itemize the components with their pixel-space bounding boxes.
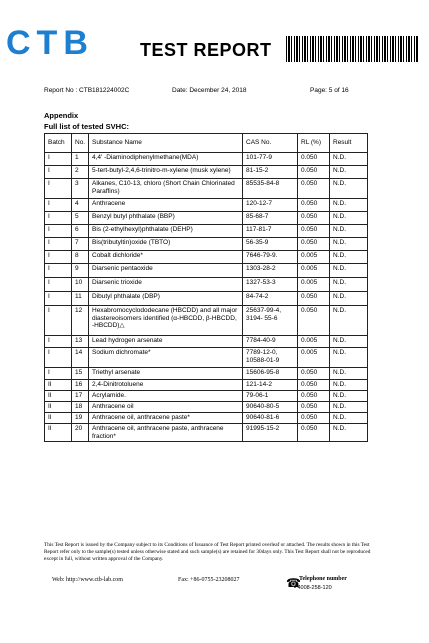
- cell-batch: I: [45, 212, 72, 225]
- cell-batch: I: [45, 348, 72, 368]
- table-row: [45, 238, 368, 251]
- cell-batch: II: [45, 391, 72, 402]
- cell-rl: 0.050: [298, 179, 330, 199]
- cell-cas: 90640-80-5: [243, 402, 298, 413]
- cell-substance: 2,4-Dinitrotoluene: [89, 380, 243, 391]
- cell-cas: 1327-53-3: [243, 278, 298, 292]
- cell-batch: I: [45, 238, 72, 251]
- cell-rl: 0.050: [298, 391, 330, 402]
- header-substance: Substance Name: [89, 134, 243, 153]
- header-result: Result: [330, 134, 368, 153]
- cell-cas: 7646-79-9.: [243, 251, 298, 264]
- table-row: [45, 292, 368, 306]
- table-row: [45, 306, 368, 336]
- cell-rl: 0.050: [298, 380, 330, 391]
- cell-result: N.D.: [330, 212, 368, 225]
- cell-result: N.D.: [330, 264, 368, 278]
- cell-cas: 81-15-2: [243, 166, 298, 179]
- cell-batch: II: [45, 402, 72, 413]
- cell-rl: 0.050: [298, 306, 330, 336]
- cell-result: N.D.: [330, 251, 368, 264]
- table-row: [45, 348, 368, 368]
- cell-result: N.D.: [330, 306, 368, 336]
- cell-no: 13: [72, 336, 89, 348]
- cell-batch: II: [45, 380, 72, 391]
- cell-no: 2: [72, 166, 89, 179]
- cell-cas: 1303-28-2: [243, 264, 298, 278]
- cell-substance: Hexabromocyclododecane (HBCDD) and all major diastereoisomers identified (α-HBCDD, β-HBCDD, -HBCDD)△: [89, 306, 243, 336]
- cell-result: N.D.: [330, 391, 368, 402]
- phone-label: Telephone number: [299, 576, 347, 582]
- cell-cas: 85-68-7: [243, 212, 298, 225]
- cell-cas: 117-81-7: [243, 225, 298, 238]
- fax: Fax: +86-0755-23208027: [178, 577, 240, 583]
- cell-cas: 120-12-7: [243, 199, 298, 212]
- report-date: Date: December 24, 2018: [172, 87, 247, 94]
- cell-batch: I: [45, 179, 72, 199]
- cell-substance: Anthracene oil, anthracene paste, anthracene fraction*: [89, 424, 243, 442]
- cell-result: N.D.: [330, 225, 368, 238]
- cell-cas: 7789-12-0, 10588-01-9: [243, 348, 298, 368]
- table-row: [45, 336, 368, 348]
- cell-substance: Cobalt dichloride*: [89, 251, 243, 264]
- cell-no: 9: [72, 264, 89, 278]
- cell-substance: Anthracene: [89, 199, 243, 212]
- cell-no: 14: [72, 348, 89, 368]
- cell-batch: I: [45, 306, 72, 336]
- cell-result: N.D.: [330, 336, 368, 348]
- cell-rl: 0.050: [298, 413, 330, 424]
- cell-cas: 79-06-1: [243, 391, 298, 402]
- cell-substance: Benzyl butyl phthalate (BBP): [89, 212, 243, 225]
- cell-rl: 0.050: [298, 402, 330, 413]
- cell-substance: Triethyl arsenate: [89, 368, 243, 380]
- cell-rl: 0.050: [298, 212, 330, 225]
- table-row: [45, 166, 368, 179]
- cell-result: N.D.: [330, 179, 368, 199]
- cell-rl: 0.050: [298, 166, 330, 179]
- cell-cas: 25637-99-4, 3194- 55-6: [243, 306, 298, 336]
- cell-cas: 7784-40-9: [243, 336, 298, 348]
- cell-batch: I: [45, 368, 72, 380]
- table-row: [45, 380, 368, 391]
- cell-no: 6: [72, 225, 89, 238]
- cell-cas: 121-14-2: [243, 380, 298, 391]
- table-row: [45, 251, 368, 264]
- barcode: [286, 36, 418, 62]
- cell-result: N.D.: [330, 380, 368, 391]
- cell-batch: I: [45, 336, 72, 348]
- cell-rl: 0.050: [298, 424, 330, 442]
- list-title: Full list of tested SVHC:: [44, 122, 130, 131]
- cell-result: N.D.: [330, 153, 368, 166]
- cell-cas: 15606-95-8: [243, 368, 298, 380]
- cell-no: 20: [72, 424, 89, 442]
- cell-no: 7: [72, 238, 89, 251]
- cell-no: 16: [72, 380, 89, 391]
- cell-rl: 0.050: [298, 238, 330, 251]
- cell-result: N.D.: [330, 368, 368, 380]
- cell-rl: 0.005: [298, 264, 330, 278]
- cell-no: 17: [72, 391, 89, 402]
- cell-cas: 91995-15-2: [243, 424, 298, 442]
- cell-substance: Acrylamide.: [89, 391, 243, 402]
- cell-substance: Diarsenic pentaoxide: [89, 264, 243, 278]
- cell-result: N.D.: [330, 424, 368, 442]
- cell-result: N.D.: [330, 413, 368, 424]
- header-no: No.: [72, 134, 89, 153]
- table-row: [45, 278, 368, 292]
- cell-no: 18: [72, 402, 89, 413]
- table-row: [45, 264, 368, 278]
- header-rl: RL (%): [298, 134, 330, 153]
- cell-result: N.D.: [330, 199, 368, 212]
- cell-rl: 0.050: [298, 199, 330, 212]
- cell-no: 3: [72, 179, 89, 199]
- cell-rl: 0.005: [298, 336, 330, 348]
- company-logo: CTB: [6, 24, 94, 62]
- cell-rl: 0.050: [298, 225, 330, 238]
- cell-no: 8: [72, 251, 89, 264]
- cell-substance: Anthracene oil: [89, 402, 243, 413]
- svhc-table: [44, 133, 368, 442]
- website: Web: http://www.ctb-lab.com: [52, 577, 123, 583]
- table-row: [45, 179, 368, 199]
- page-number: Page: 5 of 16: [310, 87, 349, 94]
- cell-batch: I: [45, 199, 72, 212]
- cell-substance: Dibutyl phthalate (DBP): [89, 292, 243, 306]
- report-number: Report No : CTB181224002C: [44, 87, 130, 94]
- cell-cas: 84-74-2: [243, 292, 298, 306]
- cell-rl: 0.050: [298, 153, 330, 166]
- cell-no: 10: [72, 278, 89, 292]
- cell-no: 15: [72, 368, 89, 380]
- table-row: [45, 212, 368, 225]
- cell-batch: I: [45, 166, 72, 179]
- cell-result: N.D.: [330, 402, 368, 413]
- cell-result: N.D.: [330, 238, 368, 251]
- cell-batch: I: [45, 278, 72, 292]
- cell-batch: I: [45, 264, 72, 278]
- table-row: [45, 368, 368, 380]
- table-row: [45, 153, 368, 166]
- cell-cas: 56-35-9: [243, 238, 298, 251]
- table-row: [45, 199, 368, 212]
- cell-no: 19: [72, 413, 89, 424]
- cell-no: 11: [72, 292, 89, 306]
- report-title: TEST REPORT: [140, 40, 272, 60]
- cell-result: N.D.: [330, 166, 368, 179]
- cell-rl: 0.005: [298, 251, 330, 264]
- cell-no: 5: [72, 212, 89, 225]
- cell-no: 4: [72, 199, 89, 212]
- cell-substance: 5-tert-butyl-2,4,6-trinitro-m-xylene (musk xylene): [89, 166, 243, 179]
- cell-cas: 90640-81-6: [243, 413, 298, 424]
- cell-batch: I: [45, 292, 72, 306]
- table-row: [45, 424, 368, 442]
- cell-batch: II: [45, 413, 72, 424]
- table-row: [45, 402, 368, 413]
- cell-no: 1: [72, 153, 89, 166]
- cell-result: N.D.: [330, 348, 368, 368]
- cell-substance: Sodium dichromate*: [89, 348, 243, 368]
- table-row: [45, 225, 368, 238]
- cell-batch: I: [45, 153, 72, 166]
- cell-result: N.D.: [330, 292, 368, 306]
- cell-batch: I: [45, 251, 72, 264]
- cell-rl: 0.005: [298, 278, 330, 292]
- table-header-row: [45, 134, 368, 153]
- cell-substance: 4,4' -Diaminodiphenylmethane(MDA): [89, 153, 243, 166]
- cell-substance: Bis(tributyltin)oxide (TBTO): [89, 238, 243, 251]
- appendix-heading: Appendix: [44, 111, 79, 120]
- cell-substance: Alkanes, C10-13, chloro (Short Chain Chlorinated Paraffins): [89, 179, 243, 199]
- cell-no: 12: [72, 306, 89, 336]
- cell-substance: Anthracene oil, anthracene paste*: [89, 413, 243, 424]
- phone-number: • 4008-258-120: [294, 585, 332, 591]
- cell-substance: Lead hydrogen arsenate: [89, 336, 243, 348]
- telephone-icon: ☎: [286, 576, 301, 590]
- cell-rl: 0.005: [298, 348, 330, 368]
- cell-cas: 85535-84-8: [243, 179, 298, 199]
- cell-batch: II: [45, 424, 72, 442]
- table-row: [45, 413, 368, 424]
- cell-substance: Diarsenic trioxide: [89, 278, 243, 292]
- cell-substance: Bis (2-ethylhexyl)phthalate (DEHP): [89, 225, 243, 238]
- cell-result: N.D.: [330, 278, 368, 292]
- table-row: [45, 391, 368, 402]
- cell-rl: 0.050: [298, 292, 330, 306]
- header-batch: Batch: [45, 134, 72, 153]
- cell-cas: 101-77-9: [243, 153, 298, 166]
- cell-rl: 0.050: [298, 368, 330, 380]
- cell-batch: I: [45, 225, 72, 238]
- disclaimer: This Test Report is issued by the Company subject to its Conditions of Issuance of Test Report printed overleaf or attached. The results shown in this Test Report refer only to the sample(s) tested unless otherwise stated and such sample(s) are retained for 30days only. This Test Report shall not be reproduced except in full, without written approval of the Company.: [44, 542, 371, 562]
- header-cas: CAS No.: [243, 134, 298, 153]
